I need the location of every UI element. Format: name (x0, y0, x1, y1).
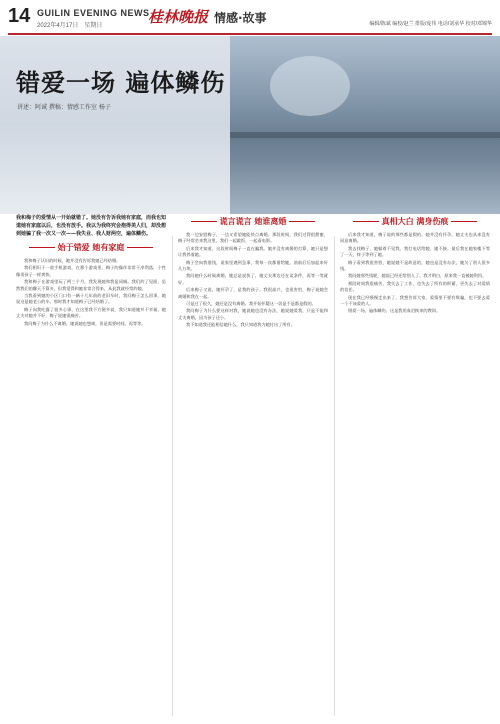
editor-info: 编辑/陈斌 编校/赵兰 排版/庞伟 电话/刘承华 校对/邓锦华 (369, 21, 492, 27)
paragraph: 现在我已经慢慢走出来了，我想告诉大家，爱情里不要有欺骗，也不要去爱一个不该爱的人。 (340, 294, 490, 307)
paragraph: 我不知道我还能相信她什么，我只知道我为她付出了所有。 (186, 322, 295, 328)
paper-name: GUILIN EVENING NEWS (37, 8, 150, 18)
section-head-2 (178, 216, 328, 227)
section-title: 情感·故事 (214, 11, 267, 25)
article-intro: 我和梅子的爱情从一开始就错了。她没有告诉我她有家庭，而我也知道她有家庭以后，也没有放手。我以为我终究会抱得美人归，却没想到她骗了我一次又一次——我失业、我人财两空，遍体鳞伤。 (16, 215, 167, 237)
paragraph: 梅子会向我借钱，说家里遇到急事，我每一次都借给她，前前后后加起来好几万块。 (178, 259, 328, 272)
banner-photo (230, 36, 500, 214)
section-head-1 (16, 242, 166, 253)
paragraph: 我们相识于一款手机游戏，在那个游戏里，梅子的操作非常干净利落，个性像男孩子一样爽快。 (16, 265, 166, 277)
paragraph: 我去找梅子，她躲着不见我。我打电话给她，她不接。最后我在她家楼下等了一天，终于等到了她。 (340, 245, 490, 258)
article-column-3 (340, 232, 490, 718)
publish-date (37, 20, 108, 29)
paragraph: 梅子看到我很害怕，她说她不是故意的，她也是没有办法，她欠了别人很多钱。 (340, 259, 490, 272)
newspaper-logo: 桂林晚报 (148, 8, 209, 26)
section-head-1-text: 始于错爱 她有家庭 (57, 243, 125, 252)
paragraph: 我问她什么时候离婚，她总是说快了，她丈夫那边还在谈条件，再等一等就好。 (178, 273, 328, 285)
photo-light (270, 56, 350, 116)
date-text: 2022年4月17日 (37, 23, 79, 29)
paragraph: 当我看到她的小区门口有一辆十几年前的老旧车时，我问梅子怎么回事，她说这是她老公的车。那时我才知道梅子已经结婚了。 (16, 293, 166, 305)
paragraph: 我问她那些钱呢，她说已经还给别人了。我才明白，原来我一直被她利用。 (348, 273, 487, 279)
photo-horizon (230, 132, 500, 138)
paragraph: 我问梅子为什么要这样对我，她说她也没有办法，她说她爱我，只是不能和丈夫离婚，因为孩子还小。 (178, 308, 328, 320)
header-rule (8, 33, 492, 35)
paragraph: 我一边安慰梅子，一边又希望她能快点离婚。那段时间，我们过得很甜蜜，梅子经常会来我这里，我们一起做饭、一起看电影。 (178, 232, 328, 244)
paragraph: 后来我才知道，梅子说的那些都是假的。她并没有怀孕，她丈夫也从来没有同意离婚。 (340, 232, 490, 244)
article-title: 错爱一场 遍体鳞伤 (16, 69, 226, 97)
paragraph: 梅子向我吐露了很多心事，在这里我不方便多说，我只知道她并不幸福，她丈夫对她并不好，梅子说她很痛苦。 (16, 306, 166, 319)
paragraph: 那段时间我很痛苦，我失去了工作，也失去了所有的积蓄，更失去了对爱情的信任。 (340, 280, 490, 293)
page-header (0, 0, 500, 34)
section-head-3-text: 真相大白 满身伤痕 (381, 217, 449, 226)
paragraph: 我和梅子在游戏里玩了两三个月，我发现她和我是同城。我们约了见面，虽然我们的聊天不算多，但我觉得和她非常合得来，从此我就经常约她。 (16, 279, 166, 291)
section-head-2-text: 谎言谎言 她谁离婚 (219, 217, 287, 226)
paragraph: 后来我才知道，这段时间梅子一直在骗我。她并没有离婚的打算，她只是想让我养着她。 (178, 245, 328, 258)
paragraph: 我问梅子为什么不离婚，她说她也想离，但是需要时间，再等等。 (24, 320, 146, 326)
paragraph: 错爱一场，遍体鳞伤，这是我用血泪换来的教训。 (348, 308, 441, 314)
weekday-text: 星期日 (84, 23, 103, 29)
paragraph: 可是过了很久，她还是没有离婚。我开始怀疑这一切是不是都是假的。 (186, 301, 316, 307)
paragraph: 后来梅子又说，她怀孕了，是我的孩子。我很高兴，也很害怕，梅子说她会离婚和我在一起。 (178, 287, 328, 299)
column-divider (334, 236, 335, 716)
page-number: 14 (8, 5, 31, 27)
article-column-1 (16, 258, 166, 718)
title-banner (0, 36, 500, 214)
article-byline: 讲述：阿诚 撰稿：情感工作室 杨子 (17, 104, 111, 111)
photo-water (230, 140, 500, 214)
section-head-3 (340, 216, 490, 227)
article-column-2 (178, 232, 328, 718)
paragraph: 我和梅子认识的时候，她并没有告诉我她已经结婚。 (24, 258, 121, 263)
column-divider (172, 236, 173, 716)
